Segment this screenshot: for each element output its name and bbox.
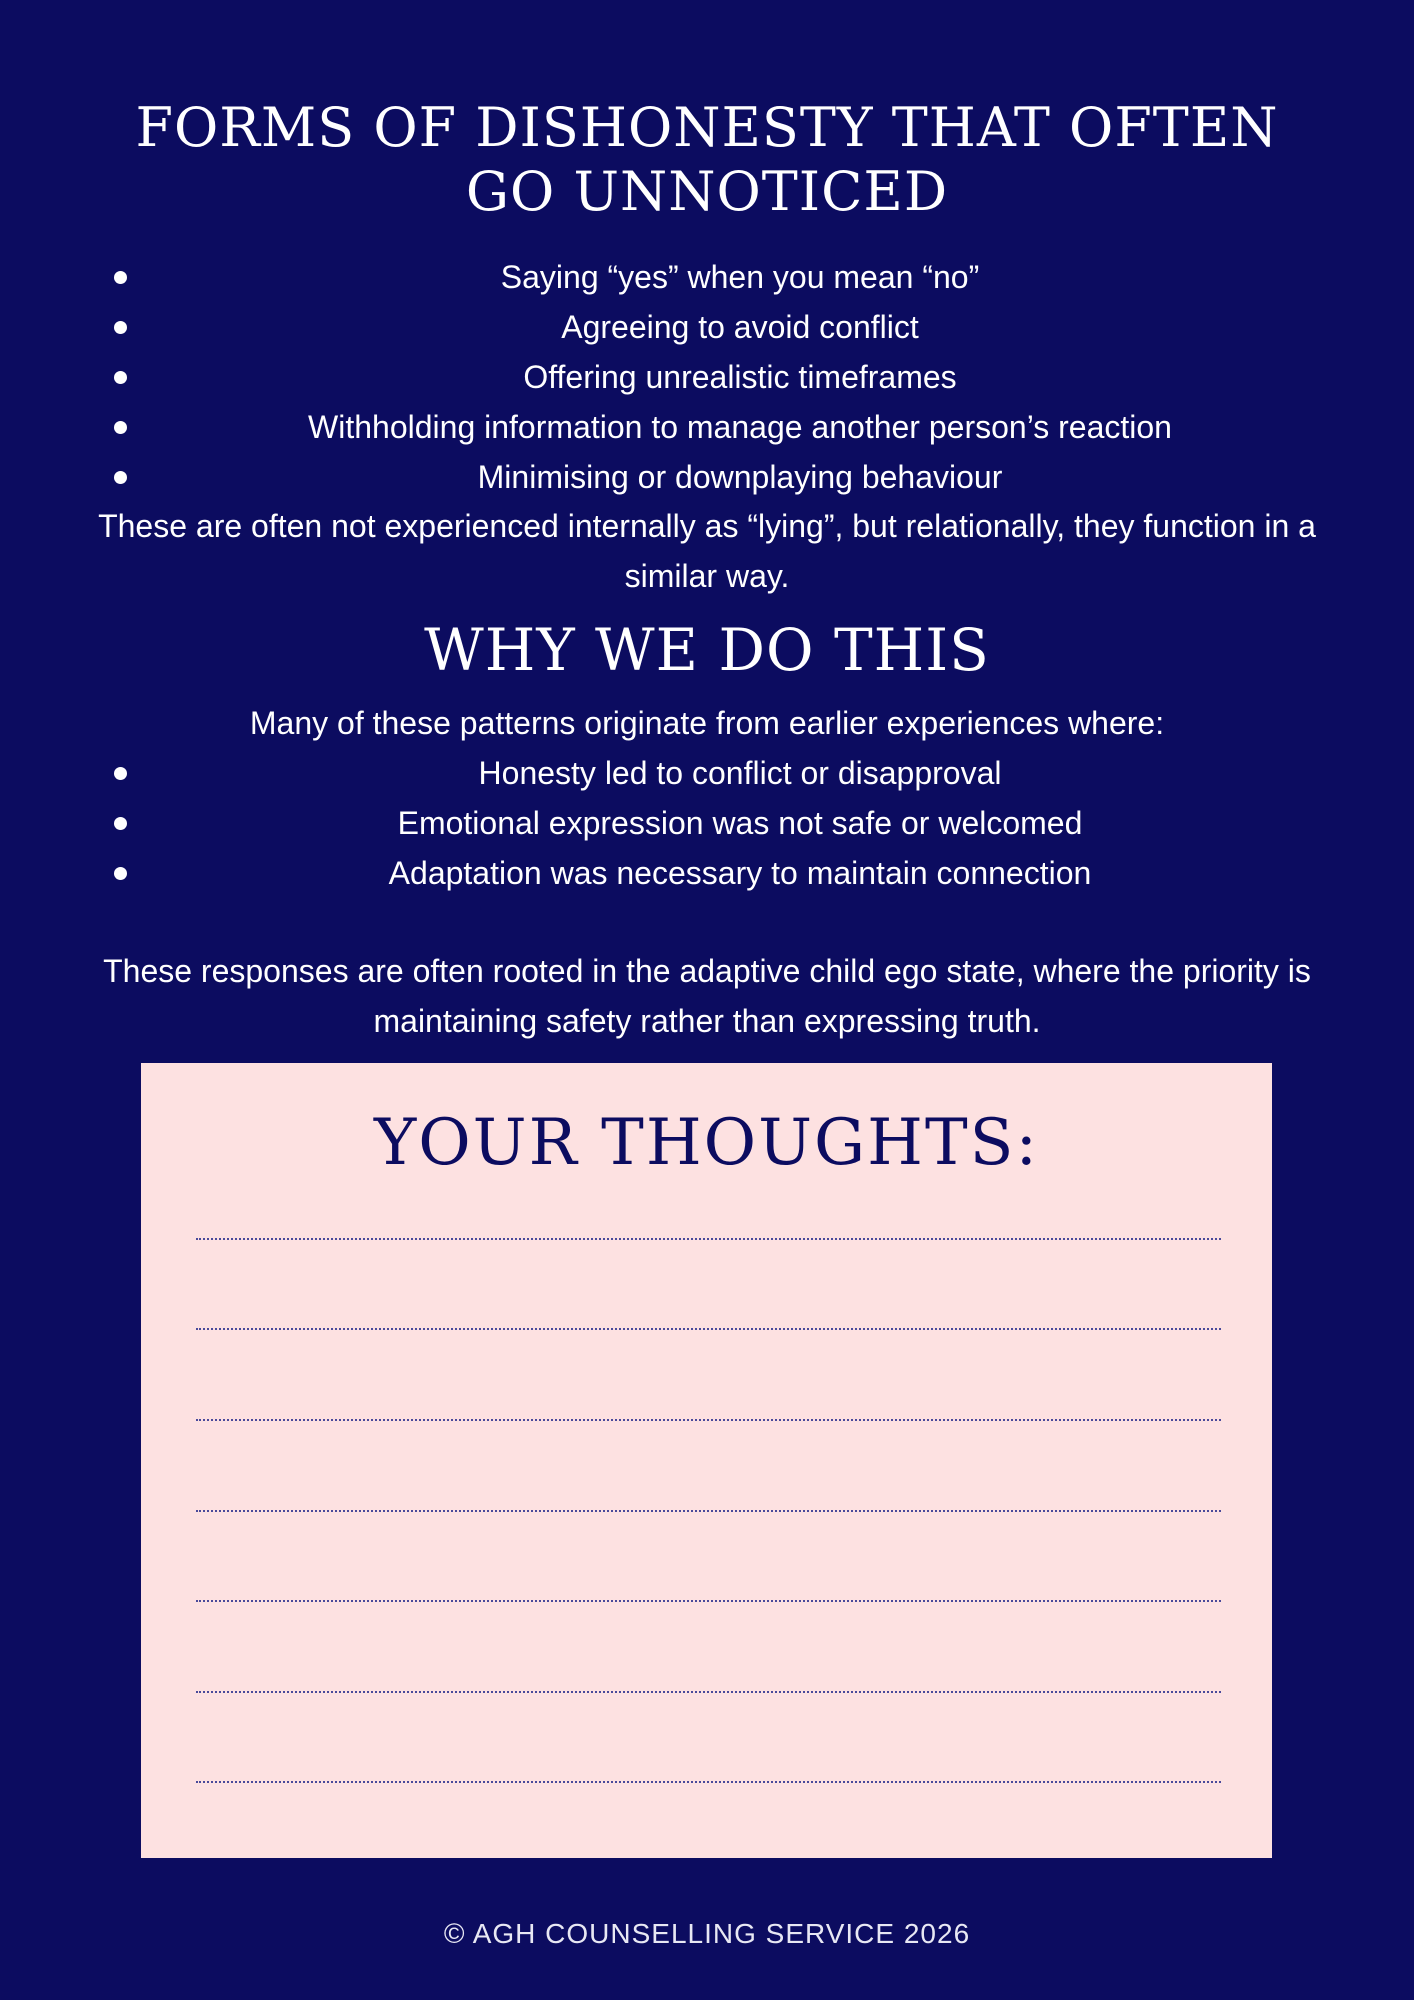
origins-list	[100, 748, 1380, 898]
bullet-icon	[114, 471, 127, 484]
list-item	[100, 252, 1380, 302]
list-item	[100, 748, 1380, 798]
why-intro: Many of these patterns originate from earlier experiences where:	[249, 705, 1165, 741]
writing-line[interactable]	[196, 1691, 1221, 1693]
adaptive-child-note: These responses are often rooted in the adaptive child ego state, where the priority is maintaining safety rather than expressing truth.	[103, 953, 1311, 1039]
bullet-icon	[114, 271, 127, 284]
bullet-icon	[114, 371, 127, 384]
your-thoughts-title: YOUR THOUGHTS:	[373, 1106, 1040, 1180]
bullet-icon	[114, 767, 127, 780]
list-item-text: Saying “yes” when you mean “no”	[500, 259, 980, 295]
writing-line[interactable]	[196, 1510, 1221, 1512]
list-item	[100, 302, 1380, 352]
list-item	[100, 848, 1380, 898]
bullet-icon	[114, 817, 127, 830]
bullet-icon	[114, 421, 127, 434]
list-item-text: Honesty led to conflict or disapproval	[478, 755, 1002, 791]
list-item-text: Minimising or downplaying behaviour	[477, 459, 1003, 495]
your-thoughts-box	[141, 1063, 1272, 1858]
writing-line[interactable]	[196, 1328, 1221, 1330]
list-item-text: Adaptation was necessary to maintain connection	[388, 855, 1092, 891]
bullet-icon	[114, 321, 127, 334]
section-title-why: WHY WE DO THIS	[424, 616, 990, 684]
lying-note: These are often not experienced internally as “lying”, but relationally, they function in a similar way.	[98, 508, 1316, 594]
list-item-text: Agreeing to avoid conflict	[561, 309, 919, 345]
writing-line[interactable]	[196, 1419, 1221, 1421]
page-title-line-1: FORMS OF DISHONESTY THAT OFTEN	[135, 96, 1279, 159]
list-item-text: Withholding information to manage another person’s reaction	[308, 409, 1172, 445]
list-item	[100, 402, 1380, 452]
page-title-line-2: GO UNNOTICED	[465, 160, 949, 223]
list-item	[100, 452, 1380, 502]
bullet-icon	[114, 867, 127, 880]
page-title	[90, 96, 1324, 224]
list-item-text: Offering unrealistic timeframes	[523, 359, 957, 395]
copyright-footer: © AGH COUNSELLING SERVICE 2026	[443, 1918, 971, 1949]
writing-line[interactable]	[196, 1781, 1221, 1783]
list-item	[100, 798, 1380, 848]
writing-line[interactable]	[196, 1600, 1221, 1602]
writing-line[interactable]	[196, 1238, 1221, 1240]
list-item	[100, 352, 1380, 402]
dishonesty-forms-list	[100, 252, 1380, 502]
list-item-text: Emotional expression was not safe or welcomed	[397, 805, 1083, 841]
